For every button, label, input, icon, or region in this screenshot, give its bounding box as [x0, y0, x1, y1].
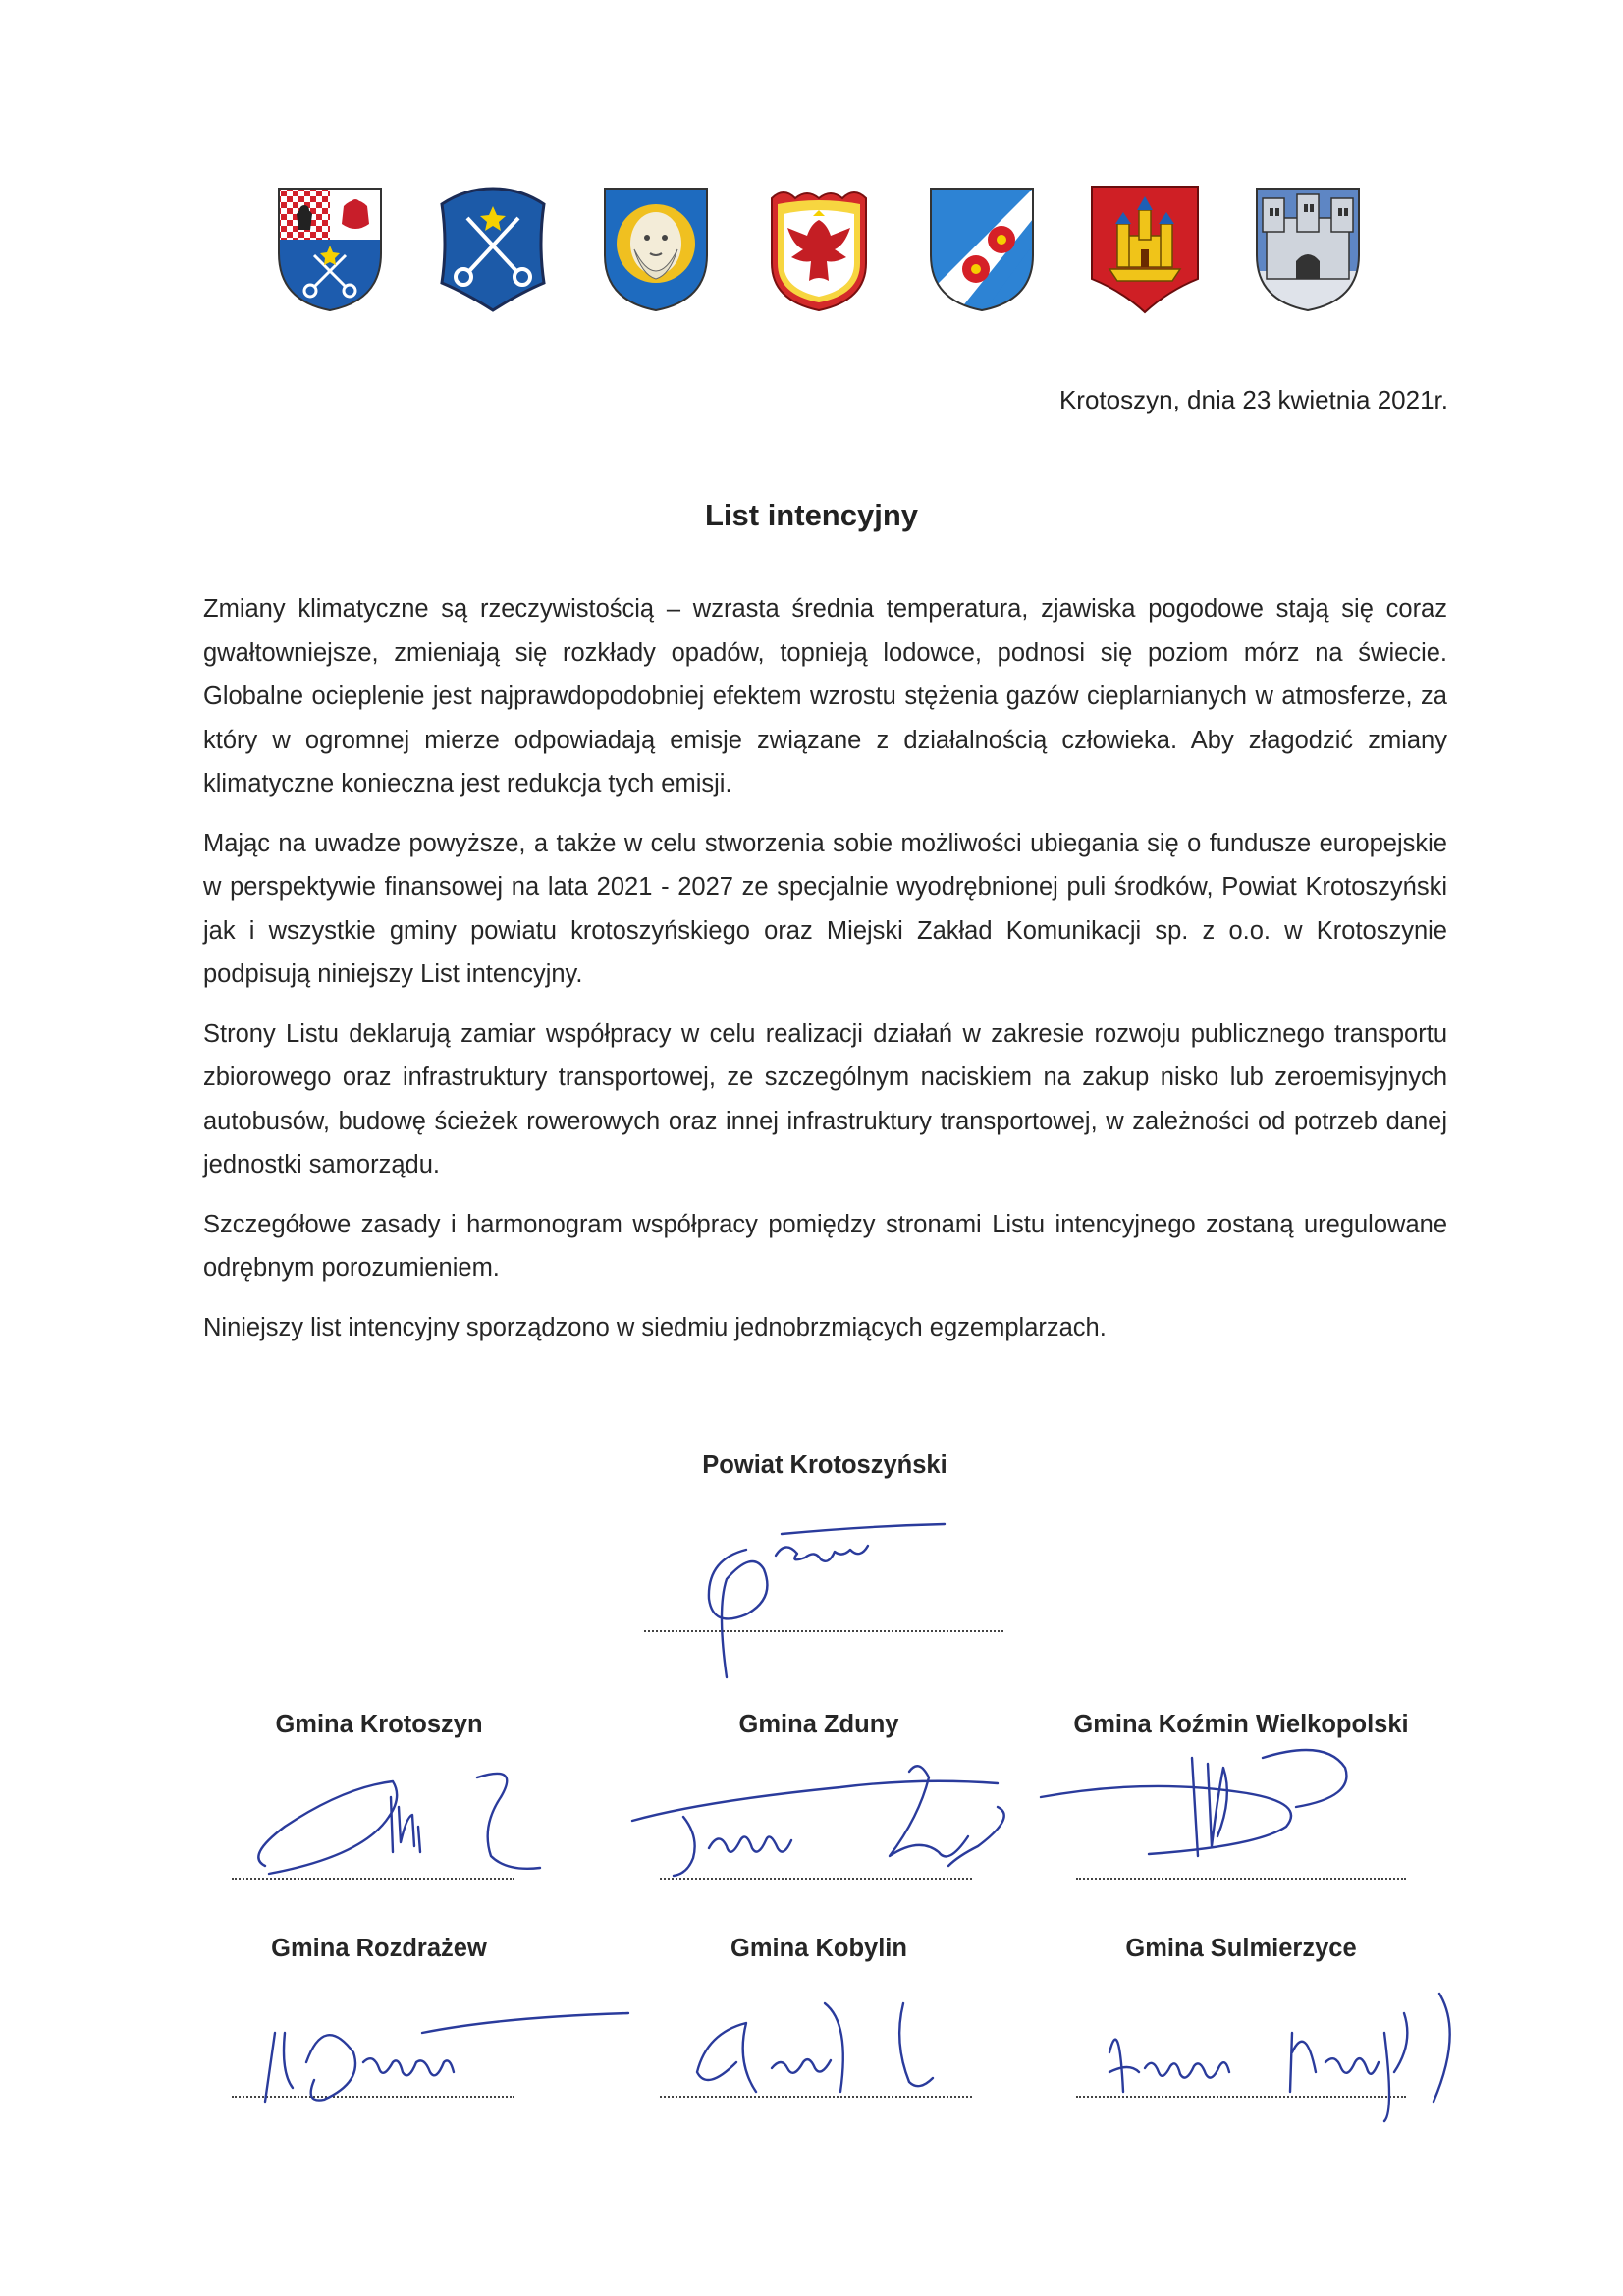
signatory-label: Gmina Koźmin Wielkopolski	[1073, 1711, 1409, 1738]
signatory-krotoszyn	[232, 1711, 526, 1739]
crest-krotoszyn-icon	[438, 185, 548, 314]
signature-powiat-icon	[687, 1520, 962, 1687]
signature-kozmin-icon	[1031, 1738, 1424, 1895]
crest-sulmierzyce-icon	[1253, 185, 1363, 314]
paragraph-5: Niniejszy list intencyjny sporządzono w siedmiu jednobrzmiących egzemplarzach.	[203, 1313, 1107, 1341]
signatory-kozmin	[1045, 1711, 1437, 1739]
paragraph-2: Mając na uwadze powyższe, a także w celu stworzenia sobie możliwości ubiegania się o fundusze europejskie w perspektywie finansowej na lata 2021 - 2027 ze specjalnie wyodrębnionej puli środków, Powiat Krotoszyński jak i wszystkie gminy powiatu krotoszyńskiego oraz Miejski Zakład Komunikacji sp. z o.o. w Krotoszynie podpisują niniejszy List intencyjny.	[203, 829, 1447, 988]
signature-rozdrazew-icon	[245, 1994, 638, 2111]
signatory-powiat	[628, 1451, 1021, 1480]
signatory-label: Gmina Kobylin	[730, 1935, 907, 1962]
date-line: Krotoszyn, dnia 23 kwietnia 2021r.	[1058, 385, 1448, 414]
paragraph-1: Zmiany klimatyczne są rzeczywistością – wzrasta średnia temperatura, zjawiska pogodowe stają się coraz gwałtowniejsze, zmieniają się rozkłady opadów, topnieją lodowce, podnosi się poziom mórz na świecie. Globalne ocieplenie jest najprawdopodobniej efektem wzrostu stężenia gazów cieplarnianych w atmosferze, za który w ogromnej mierze odpowiadają emisje związane z działalnością człowieka. Aby złagodzić zmiany klimatyczne konieczna jest redukcja tych emisji.	[203, 595, 1447, 797]
letter-title: List intencyjny	[704, 498, 919, 532]
signatory-label: Powiat Krotoszyński	[702, 1451, 947, 1479]
signatory-label: Gmina Rozdrażew	[271, 1935, 487, 1962]
signature-zduny-icon	[624, 1758, 1037, 1915]
crest-zduny-icon	[1090, 185, 1200, 314]
crest-powiat-krotoszynski-icon	[275, 185, 385, 314]
signatory-sulmierzyce	[1094, 1935, 1388, 1963]
paragraph-3: Strony Listu deklarują zamiar współpracy w celu realizacji działań w zakresie rozwoju publicznego transportu zbiorowego oraz infrastruktury transportowej, ze szczególnym naciskiem na zakup nisko lub zeroemisyjnych autobusów, budowę ścieżek rowerowych oraz innej infrastruktury transportowej, w zależności od potrzeb danej jednostki samorządu.	[203, 1019, 1447, 1178]
paragraph-4: Szczegółowe zasady i harmonogram współpracy pomiędzy stronami Listu intencyjnego zostaną uregulowane odrębnym porozumieniem.	[203, 1210, 1447, 1282]
signatory-rozdrazew	[232, 1935, 526, 1963]
signatory-label: Gmina Sulmierzyce	[1125, 1935, 1357, 1962]
signatory-zduny	[672, 1711, 966, 1739]
signature-krotoszyn-icon	[245, 1758, 569, 1895]
crest-rozdrazew-icon	[927, 185, 1037, 314]
letter-body	[203, 587, 1447, 1365]
signature-kobylin-icon	[677, 1984, 1001, 2111]
crests-row	[275, 185, 1394, 314]
signatory-label: Gmina Krotoszyn	[275, 1711, 483, 1738]
crest-kozmin-wielkopolski-icon	[764, 185, 874, 314]
signature-sulmierzyce-icon	[1090, 1974, 1483, 2131]
signatory-label: Gmina Zduny	[738, 1711, 899, 1738]
signatory-kobylin	[672, 1935, 966, 1963]
crest-kobylin-icon	[601, 185, 711, 314]
